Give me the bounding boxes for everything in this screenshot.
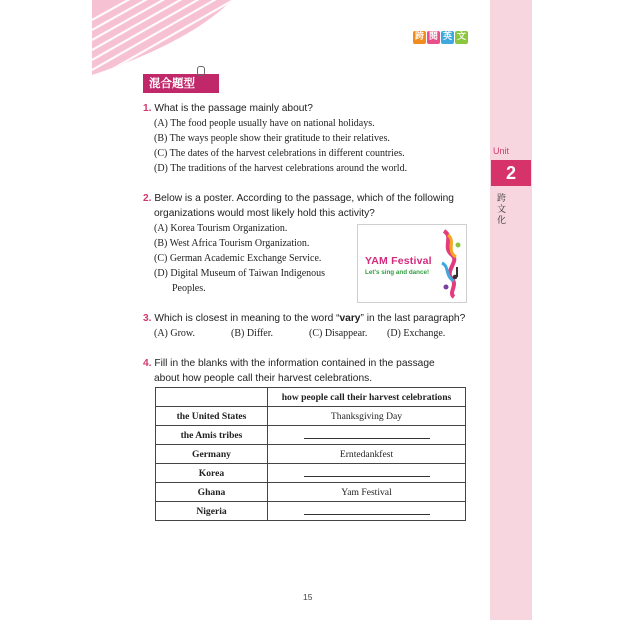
country-cell: Korea (156, 464, 268, 483)
table-header-cell (156, 388, 268, 407)
country-cell: the Amis tribes (156, 426, 268, 445)
answer-cell: Yam Festival (268, 483, 466, 502)
question-text-line-2: organizations would most likely hold this activity? (154, 208, 375, 219)
answer-blank-cell[interactable] (268, 502, 466, 521)
table-row (156, 407, 466, 426)
question-text-line-1: Fill in the blanks with the information contained in the passage (154, 358, 435, 369)
option-2d[interactable]: (D) Digital Museum of Taiwan Indigenous (154, 268, 326, 279)
question-text-line-2: about how people call their harvest celebrations. (154, 373, 373, 384)
workbook-page (92, 0, 490, 620)
option-3a[interactable]: (A) Grow. (154, 328, 196, 339)
unit-subtitle: 跨文化 (497, 194, 507, 226)
page-number: 15 (303, 592, 313, 602)
answer-blank-line[interactable] (304, 505, 430, 515)
question-text-line-1: Below is a poster. According to the passage, which of the following (154, 193, 454, 204)
option-2c[interactable]: (C) German Academic Exchange Service. (154, 253, 322, 264)
question-4 (143, 356, 435, 371)
poster-title: YAM Festival (365, 255, 432, 267)
logo-tile: 跨 (414, 32, 424, 42)
country-cell: Nigeria (156, 502, 268, 521)
question-text-before: Which is closest in meaning to the word “ (154, 313, 340, 324)
poster-subtitle: Let's sing and dance! (365, 269, 430, 276)
question-number: 1. (143, 103, 152, 114)
question-keyword: vary (339, 313, 361, 324)
country-cell: the United States (156, 407, 268, 426)
table-row (156, 445, 466, 464)
table-header-cell: how people call their harvest celebrations (268, 388, 466, 407)
table-row (156, 483, 466, 502)
question-text: What is the passage mainly about? (154, 103, 313, 114)
answer-blank-line[interactable] (304, 429, 430, 439)
question-1 (143, 101, 313, 116)
country-cell: Germany (156, 445, 268, 464)
table-row (156, 502, 466, 521)
unit-number-badge: 2 (491, 160, 531, 186)
option-2d-continued: Peoples. (172, 283, 206, 294)
question-3 (143, 311, 465, 326)
table-row (156, 426, 466, 445)
option-3d[interactable]: (D) Exchange. (387, 328, 446, 339)
table-header-row (156, 388, 466, 407)
unit-label: Unit (493, 146, 510, 156)
answer-cell: Erntedankfest (268, 445, 466, 464)
question-text-after: ” in the last paragraph? (360, 313, 466, 324)
question-number: 2. (143, 193, 152, 204)
unit-sidebar (490, 0, 532, 620)
festival-poster (357, 224, 467, 303)
option-2a[interactable]: (A) Korea Tourism Organization. (154, 223, 288, 234)
option-1c[interactable]: (C) The dates of the harvest celebrations in different countries. (154, 148, 405, 159)
answer-cell: Thanksgiving Day (268, 407, 466, 426)
option-1d[interactable]: (D) The traditions of the harvest celebrations around the world. (154, 163, 408, 174)
answer-blank-line[interactable] (304, 467, 430, 477)
option-2b[interactable]: (B) West Africa Tourism Organization. (154, 238, 310, 249)
section-title: 混合題型 (143, 74, 219, 93)
option-3c[interactable]: (C) Disappear. (309, 328, 368, 339)
question-number: 3. (143, 313, 152, 324)
answer-blank-cell[interactable] (268, 464, 466, 483)
logo-tile: 英 (442, 32, 452, 42)
option-3b[interactable]: (B) Differ. (231, 328, 274, 339)
decorative-stripes-art (92, 0, 242, 80)
series-logo (413, 31, 468, 44)
question-number: 4. (143, 358, 152, 369)
table-row (156, 464, 466, 483)
country-cell: Ghana (156, 483, 268, 502)
question-2 (143, 191, 454, 206)
harvest-celebrations-table (155, 387, 466, 521)
paperclip-icon (197, 66, 205, 76)
option-1b[interactable]: (B) The ways people show their gratitude to their relatives. (154, 133, 390, 144)
option-1a[interactable]: (A) The food people usually have on national holidays. (154, 118, 375, 129)
answer-blank-cell[interactable] (268, 426, 466, 445)
logo-tile: 閱 (428, 32, 438, 42)
logo-tile: 文 (456, 32, 466, 42)
music-notes-icon (438, 227, 464, 299)
